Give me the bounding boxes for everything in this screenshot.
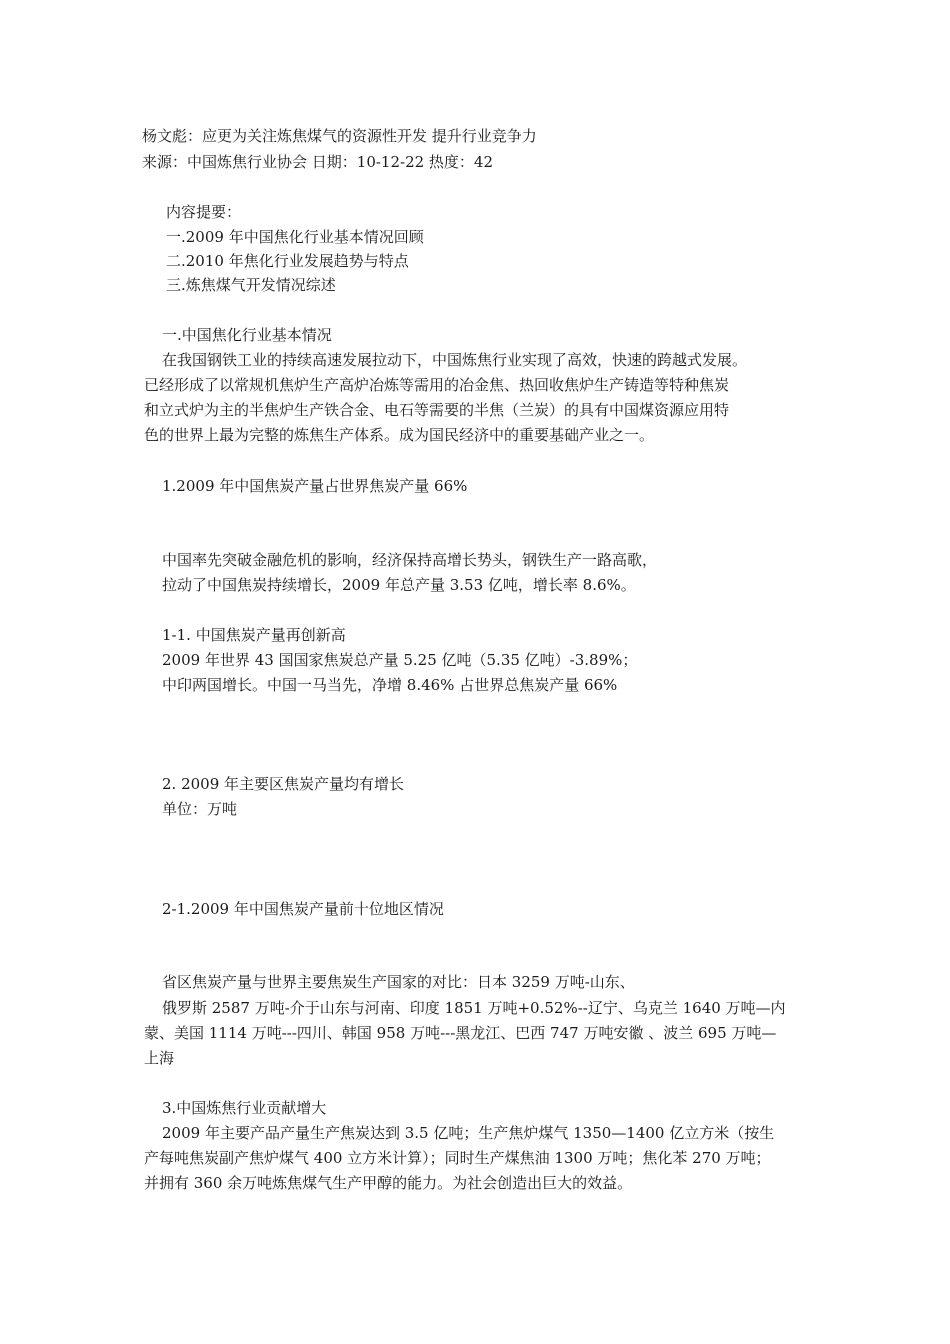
paragraph-line: 省区焦炭产量与世界主要焦炭生产国家的对比：日本 3259 万吨-山东、	[162, 973, 635, 991]
subsection-heading: 1-1. 中国焦炭产量再创新高	[162, 626, 346, 644]
subsection-heading: 2. 2009 年主要区焦炭产量均有增长	[162, 775, 405, 793]
paragraph-line: 产每吨焦炭副产焦炉煤气 400 立方米计算）；同时生产煤焦油 1300 万吨；焦化苯 270 万吨；	[144, 1149, 771, 1167]
article-title: 杨文彪：应更为关注炼焦煤气的资源性开发 提升行业竞争力	[142, 127, 537, 145]
paragraph-line: 并拥有 360 余万吨炼焦煤气生产甲醇的能力。为社会创造出巨大的效益。	[144, 1174, 633, 1192]
paragraph-line: 已经形成了以常规机焦炉生产高炉冶炼等需用的冶金焦、热回收焦炉生产铸造等特种焦炭	[144, 376, 730, 394]
summary-heading: 内容提要：	[166, 203, 242, 221]
paragraph-line: 拉动了中国焦炭持续增长，2009 年总产量 3.53 亿吨，增长率 8.6%。	[162, 576, 636, 594]
paragraph-line: 蒙、美国 1114 万吨---四川、韩国 958 万吨---黑龙江、巴西 747 万吨安徽 、波兰 695 万吨—	[144, 1024, 777, 1042]
unit-label: 单位：万吨	[162, 800, 238, 818]
subsection-heading: 1.2009 年中国焦炭产量占世界焦炭产量 66%	[162, 477, 468, 495]
summary-item: 一.2009 年中国焦化行业基本情况回顾	[166, 228, 424, 246]
paragraph-line: 中印两国增长。中国一马当先，净增 8.46% 占世界总焦炭产量 66%	[162, 676, 618, 694]
subsection-heading: 2-1.2009 年中国焦炭产量前十位地区情况	[162, 900, 444, 918]
paragraph-line: 2009 年主要产品产量生产焦炭达到 3.5 亿吨；生产焦炉煤气 1350—1400 亿立方米（按生	[162, 1124, 775, 1142]
summary-item: 三.炼焦煤气开发情况综述	[166, 276, 336, 294]
paragraph-line: 中国率先突破金融危机的影响，经济保持高增长势头，钢铁生产一路高歌，	[162, 551, 658, 569]
paragraph-line: 上海	[144, 1049, 175, 1067]
paragraph-line: 俄罗斯 2587 万吨-介于山东与河南、印度 1851 万吨+0.52%--辽宁、乌克兰 1640 万吨—内	[162, 999, 786, 1017]
paragraph-line: 在我国钢铁工业的持续高速发展拉动下，中国炼焦行业实现了高效，快速的跨越式发展。	[162, 351, 748, 369]
paragraph-line: 色的世界上最为完整的炼焦生产体系。成为国民经济中的重要基础产业之一。	[144, 426, 655, 444]
paragraph-line: 2009 年世界 43 国国家焦炭总产量 5.25 亿吨（5.35 亿吨）-3.89%；	[162, 651, 638, 669]
subsection-heading: 3.中国炼焦行业贡献增大	[162, 1099, 327, 1117]
paragraph-line: 和立式炉为主的半焦炉生产铁合金、电石等需要的半焦（兰炭）的具有中国煤资源应用特	[144, 401, 730, 419]
summary-item: 二.2010 年焦化行业发展趋势与特点	[166, 252, 409, 270]
section-heading: 一.中国焦化行业基本情况	[162, 326, 332, 344]
article-meta: 来源：中国炼焦行业协会 日期：10-12-22 热度：42	[142, 153, 494, 171]
